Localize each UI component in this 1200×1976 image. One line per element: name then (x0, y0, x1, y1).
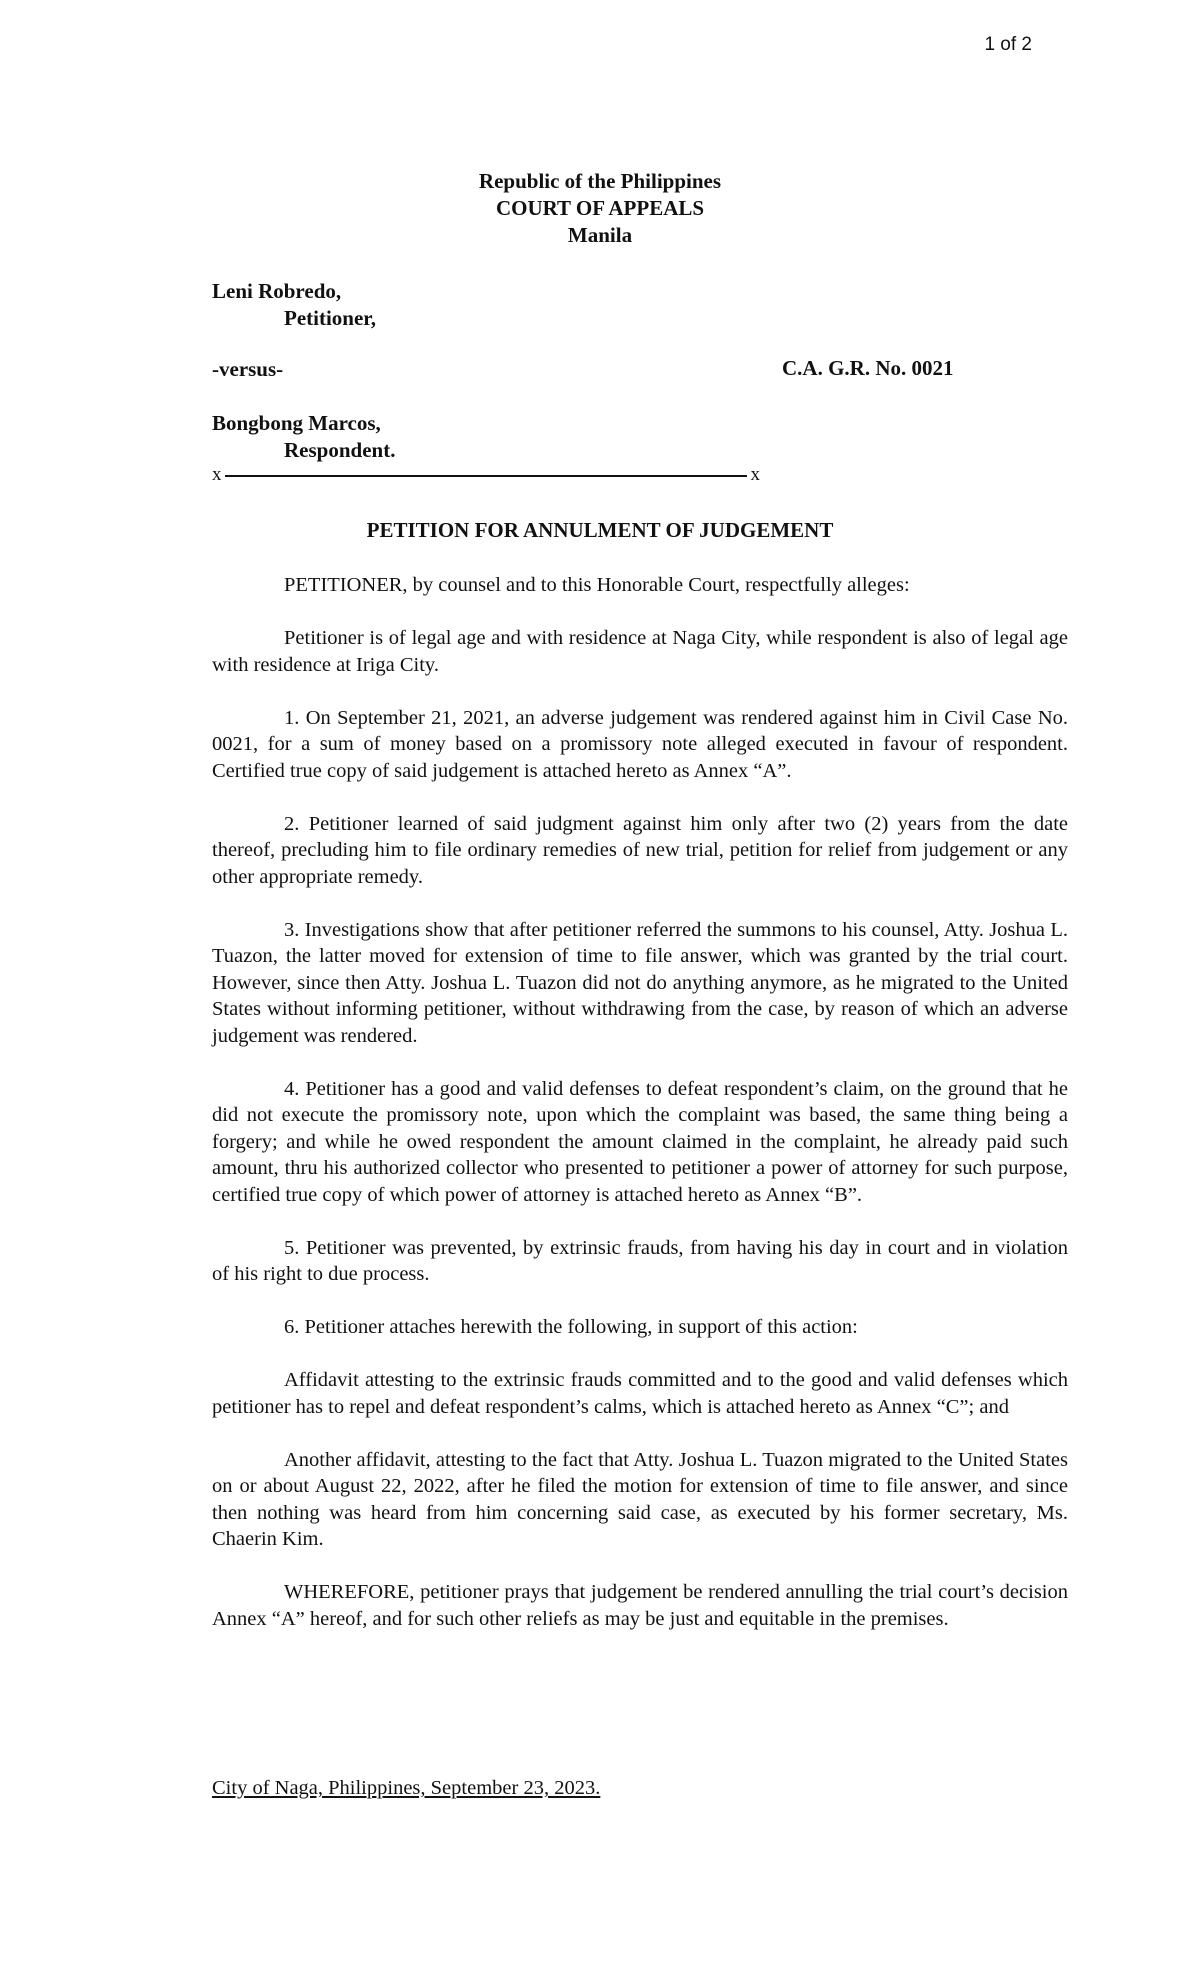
prayer-paragraph: WHEREFORE, petitioner prays that judgement be rendered annulling the trial court’s decision Annex “A” hereof, and for such other reliefs as may be just and equitable in the premises. (212, 1581, 1068, 1630)
allegation-4: 4. Petitioner has a good and valid defenses to defeat respondent’s claim, on the ground that he did not execute the promissory note, upon which the complaint was based, the same thing being a forgery; and while he owed respondent the amount claimed in the complaint, he already paid such amount, thru his authorized collector who presented to petitioner a power of attorney for such purpose, certified true copy of which power of attorney is attached hereto as Annex “B”. (212, 1077, 1068, 1206)
place-and-date: City of Naga, Philippines, September 23, 2023. (212, 1777, 601, 1799)
divider-x-right: x (750, 464, 760, 485)
divider-x-left: x (212, 464, 222, 485)
divider-rule (225, 475, 747, 477)
petitioner-label: Petitioner, (284, 306, 376, 330)
versus-label: -versus- (212, 357, 284, 381)
document-title: PETITION FOR ANNULMENT OF JUDGEMENT (366, 518, 834, 542)
allegation-3: 3. Investigations show that after petitioner referred the summons to his counsel, Atty. Joshua L. Tuazon, the latter moved for extension of time to file answer, which was granted by the trial court. However, since then Atty. Joshua L. Tuazon did not do anything anymore, as he migrated to the United States without informing petitioner, without withdrawing from the case, by reason of which an adverse judgement was rendered. (212, 918, 1068, 1047)
respondent-block (212, 410, 395, 464)
respondent-name: Bongbong Marcos, (212, 411, 381, 435)
allegation-1: 1. On September 21, 2021, an adverse judgement was rendered against him in Civil Case No. 0021, for a sum of money based on a promissory note alleged executed in favour of respondent. Certified true copy of said judgement is attached hereto as Annex “A”. (212, 706, 1068, 782)
header-city: Manila (567, 223, 633, 247)
allegation-5: 5. Petitioner was prevented, by extrinsic frauds, from having his day in court and in violation of his right to due process. (212, 1236, 1068, 1285)
page-number: 1 of 2 (984, 34, 1032, 55)
petition-body (212, 572, 1068, 1659)
caption-divider (212, 464, 760, 491)
parties-paragraph: Petitioner is of legal age and with residence at Naga City, while respondent is also of legal age with residence at Iriga City. (212, 627, 1068, 676)
header-court: COURT OF APPEALS (495, 196, 705, 220)
petitioner-name: Leni Robredo, (212, 279, 342, 303)
header-republic: Republic of the Philippines (478, 169, 722, 193)
case-number: C.A. G.R. No. 0021 (782, 356, 954, 380)
petitioner-block (212, 278, 376, 332)
intro-paragraph: PETITIONER, by counsel and to this Honorable Court, respectfully alleges: (284, 574, 910, 596)
attachment-affidavit-2: Another affidavit, attesting to the fact that Atty. Joshua L. Tuazon migrated to the United States on or about August 22, 2022, after he filed the motion for extension of time to file answer, and since then nothing was heard from him concerning said case, as executed by his former secretary, Ms. Chaerin Kim. (212, 1448, 1068, 1550)
court-header (0, 168, 1200, 249)
attachment-affidavit-1: Affidavit attesting to the extrinsic frauds committed and to the good and valid defenses which petitioner has to repel and defeat respondent’s calms, which is attached hereto as Annex “C”; and (212, 1369, 1068, 1418)
respondent-label: Respondent. (284, 438, 396, 462)
allegation-6: 6. Petitioner attaches herewith the following, in support of this action: (284, 1316, 858, 1338)
allegation-2: 2. Petitioner learned of said judgment against him only after two (2) years from the date thereof, precluding him to file ordinary remedies of new trial, petition for relief from judgement or any other appropriate remedy. (212, 812, 1068, 888)
